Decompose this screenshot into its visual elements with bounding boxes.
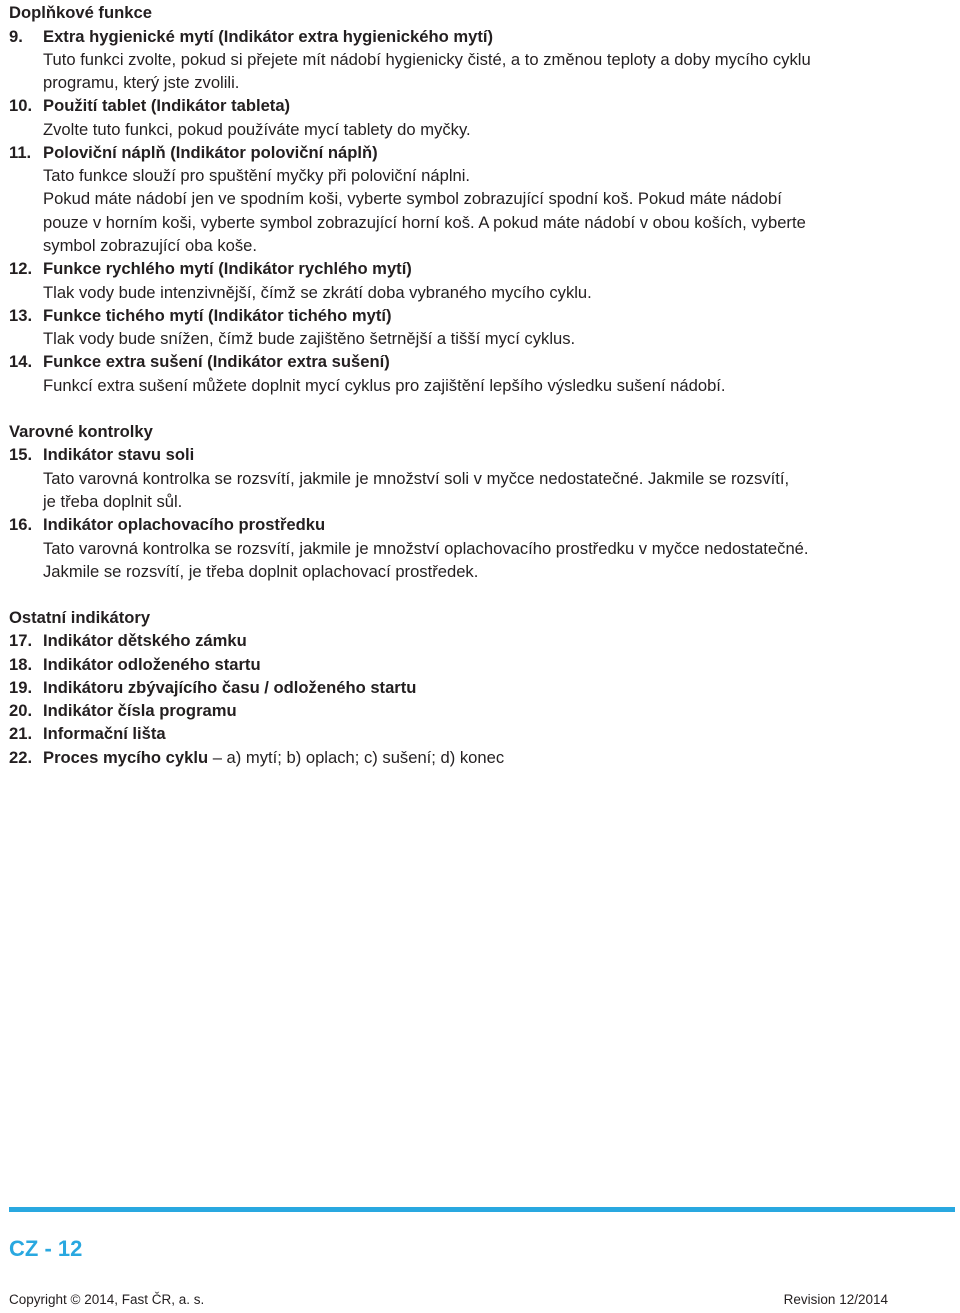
- item-11-text-line: Pokud máte nádobí jen ve spodním koši, vyberte symbol zobrazující spodní koš. Pokud máte nádobí: [43, 189, 782, 208]
- item-12-text-line: Tlak vody bude intenzivnější, čímž se zkrátí doba vybraného mycího cyklu.: [43, 283, 592, 302]
- item-title: Proces mycího cyklu: [43, 748, 209, 767]
- item-number: 19.: [9, 678, 33, 697]
- item-title: Indikátoru zbývajícího času / odloženého startu: [43, 678, 417, 697]
- item-15-text-line: je třeba doplnit sůl.: [43, 492, 183, 511]
- item-16-text-line: Jakmile se rozsvítí, je třeba doplnit oplachovací prostředek.: [43, 562, 479, 581]
- section-heading-doplnkove-funkce: Doplňkové funkce: [9, 3, 152, 22]
- item-title: Funkce rychlého mytí (Indikátor rychlého mytí): [43, 259, 412, 278]
- item-number: 10.: [9, 96, 33, 115]
- item-11-text-line: symbol zobrazující oba koše.: [43, 236, 257, 255]
- item-number: 11.: [9, 143, 32, 162]
- copyright-text: Copyright © 2014, Fast ČR, a. s.: [9, 1292, 205, 1307]
- item-title: Funkce extra sušení (Indikátor extra sušení): [43, 352, 390, 371]
- item-17: [9, 631, 247, 651]
- item-number: 9.: [9, 27, 23, 46]
- item-14-text-line: Funkcí extra sušení můžete doplnit mycí cyklus pro zajištění lepšího výsledku sušení nádobí.: [43, 376, 726, 395]
- item-18: [9, 655, 261, 675]
- item-number: 20.: [9, 701, 33, 720]
- item-11-text-line: pouze v horním koši, vyberte symbol zobrazující horní koš. A pokud máte nádobí v obou koších, vyberte: [43, 213, 806, 232]
- item-number: 21.: [9, 724, 33, 743]
- footer-rule: [9, 1207, 955, 1212]
- item-title: Indikátor stavu soli: [43, 445, 195, 464]
- item-title: Indikátor oplachovacího prostředku: [43, 515, 326, 534]
- item-12-title: [9, 259, 412, 279]
- item-number: 15.: [9, 445, 33, 464]
- item-10-title: [9, 96, 290, 116]
- item-13-title: [9, 306, 392, 326]
- item-number: 14.: [9, 352, 33, 371]
- item-title: Funkce tichého mytí (Indikátor tichého mytí): [43, 306, 392, 325]
- item-number: 18.: [9, 655, 33, 674]
- item-22: [9, 748, 504, 768]
- section-heading-ostatni-indikatory: Ostatní indikátory: [9, 608, 151, 627]
- item-number: 13.: [9, 306, 33, 325]
- item-15-title: [9, 445, 194, 465]
- item-title: Indikátor odloženého startu: [43, 655, 261, 674]
- item-number: 22.: [9, 748, 33, 767]
- section-heading-varovne-kontrolky: Varovné kontrolky: [9, 422, 153, 441]
- item-title: Indikátor dětského zámku: [43, 631, 247, 650]
- item-9-text-line: programu, který jste zvolili.: [43, 73, 240, 92]
- item-9-title: [9, 27, 493, 47]
- item-suffix: – a) mytí; b) oplach; c) sušení; d) konec: [208, 748, 505, 767]
- item-15-text-line: Tato varovná kontrolka se rozsvítí, jakmile je množství soli v myčce nedostatečné. Jakmile se rozsvítí,: [43, 469, 790, 488]
- item-title: Použití tablet (Indikátor tableta): [43, 96, 291, 115]
- item-number: 16.: [9, 515, 33, 534]
- item-title: Indikátor čísla programu: [43, 701, 237, 720]
- item-11-title: [9, 143, 378, 163]
- item-title: Poloviční náplň (Indikátor poloviční náplň): [43, 143, 378, 162]
- item-9-text-line: Tuto funkci zvolte, pokud si přejete mít nádobí hygienicky čisté, a to změnou teploty a doby mycího cyklu: [43, 50, 811, 69]
- item-14-title: [9, 352, 390, 372]
- item-16-text-line: Tato varovná kontrolka se rozsvítí, jakmile je množství oplachovacího prostředku v myčce nedostatečné.: [43, 539, 809, 558]
- page-number: CZ - 12: [9, 1236, 83, 1261]
- item-20: [9, 701, 237, 721]
- item-16-title: [9, 515, 325, 535]
- revision-text: Revision 12/2014: [783, 1292, 888, 1307]
- item-19: [9, 678, 416, 698]
- item-21: [9, 724, 166, 744]
- item-title: Extra hygienické mytí (Indikátor extra hygienického mytí): [43, 27, 494, 46]
- item-10-text-line: Zvolte tuto funkci, pokud používáte mycí tablety do myčky.: [43, 120, 471, 139]
- item-11-text-line: Tato funkce slouží pro spuštění myčky při poloviční náplni.: [43, 166, 471, 185]
- item-number: 12.: [9, 259, 33, 278]
- item-number: 17.: [9, 631, 33, 650]
- item-13-text-line: Tlak vody bude snížen, čímž bude zajištěno šetrnější a tišší mycí cyklus.: [43, 329, 576, 348]
- item-title: Informační lišta: [43, 724, 166, 743]
